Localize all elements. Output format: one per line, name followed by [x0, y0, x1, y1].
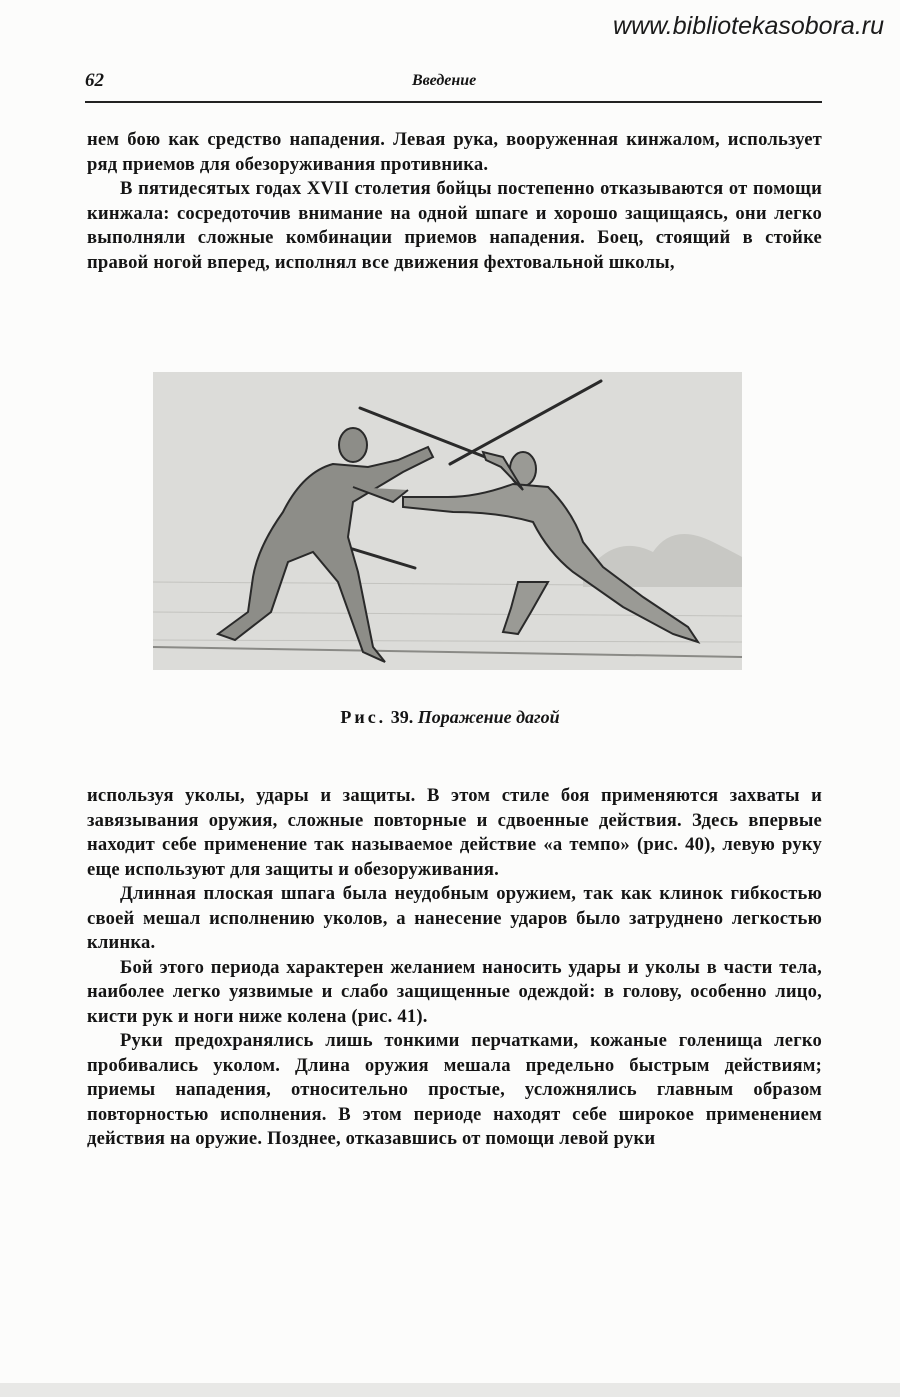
paragraph: используя уколы, удары и защиты. В этом стиле боя применяются захваты и завязывания оружия, сложные повторные и сдвоенные действия. Здесь впервые находит себе применение так называемое действие «а темпо» (рис. 40), левую руку еще используют для защиты и обезоруживания.	[87, 785, 822, 880]
fencers-drawing	[153, 372, 742, 670]
caption-title: Поражение дагой	[417, 707, 560, 727]
page-number: 62	[85, 70, 104, 91]
page-header	[85, 70, 820, 100]
figure-caption	[150, 707, 750, 728]
fencing-illustration	[153, 372, 742, 670]
paragraph: В пятидесятых годах XVII столетия бойцы постепенно отказываются от помощи кинжала: сосредоточив внимание на одной шпаге и хорошо защищаясь, они легко выполняли сложные комбинации приемов нападения. Боец, стоящий в стойке правой ногой вперед, исполнял все движения фехтовальной школы,	[87, 178, 822, 273]
paragraph: Руки предохранялись лишь тонкими перчатками, кожаные голенища легко пробивались уколом. Длина оружия мешала предельно быстрым действиям; приемы нападения, относительно простые, усложнялись главным образом повторностью исполнения. В этом периоде находят себе широкое применением действия на оружие. Позднее, отказавшись от помощи левой руки	[87, 1030, 822, 1149]
paragraph: Длинная плоская шпага была неудобным оружием, так как клинок гибкостью своей мешал исполнению уколов, а нанесение ударов было затруднено легкостью клинка.	[87, 883, 822, 953]
text-block-bottom	[87, 784, 822, 1152]
running-title: Введение	[412, 72, 477, 89]
scan-edge	[0, 1383, 900, 1397]
paragraph: нем бою как средство нападения. Левая рука, вооруженная кинжалом, использует ряд приемов для обезоруживания противника.	[87, 129, 822, 175]
header-rule	[85, 101, 822, 103]
caption-number: 39.	[390, 707, 414, 727]
watermark-url[interactable]: www.bibliotekasobora.ru	[613, 12, 884, 40]
paragraph: Бой этого периода характерен желанием наносить удары и уколы в части тела, наиболее легко уязвимые и слабо защищенные одеждой: в голову, особенно лицо, кисти рук и ноги ниже колена (рис. 41).	[87, 956, 822, 1027]
caption-label: Рис.	[340, 707, 387, 727]
text-block-top	[87, 128, 822, 275]
